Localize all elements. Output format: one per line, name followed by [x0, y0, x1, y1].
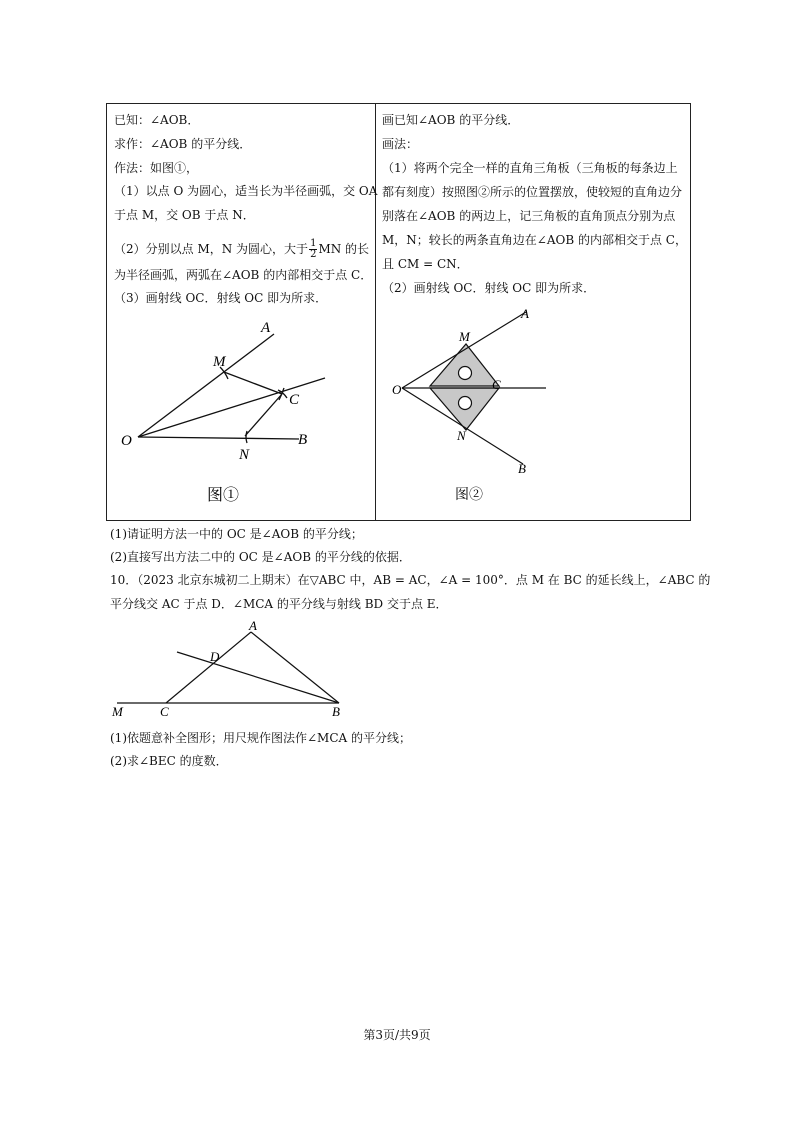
step2a-line — [114, 239, 369, 260]
fig1-label-n: N — [239, 447, 250, 463]
step1a-text: （1）以点 O 为圆心，适当长为半径画弧，交 OA — [114, 184, 378, 198]
fig2-label-a: A — [521, 306, 529, 321]
step2a-post: MN 的长 — [318, 242, 370, 256]
step3-text: （3）画射线 OC．射线 OC 即为所求． — [114, 291, 328, 305]
fig3-label-c: C — [160, 704, 169, 719]
fraction-half — [309, 239, 317, 260]
method-one-cell — [107, 104, 378, 520]
step2a-pre: （2）分别以点 M，N 为圆心，大于 — [114, 242, 309, 256]
fig1-label-m: M — [213, 354, 226, 370]
fig2-caption: 图② — [455, 488, 483, 503]
method-two-cell — [376, 104, 690, 520]
fig3-side-ab — [251, 632, 339, 703]
board-hole-bottom — [459, 397, 472, 410]
fig1-label-b: B — [298, 432, 308, 448]
fig3-side-ca — [166, 632, 251, 703]
frac-num: 1 — [310, 238, 317, 249]
page-footer: 第3页/共9页 — [363, 1028, 431, 1042]
right-step1e: 且 CM = CN． — [382, 257, 469, 271]
step2b-text: 为半径画弧，两弧在∠AOB 的内部相交于点 C． — [114, 268, 373, 282]
figure-one — [107, 314, 375, 514]
fig3-label-b: B — [332, 704, 340, 719]
fig1-label-o: O — [121, 433, 132, 449]
fig1-label-c: C — [289, 392, 300, 408]
fig2-label-b: B — [518, 461, 526, 476]
fig2-label-n: N — [457, 428, 466, 443]
fig2-label-m: M — [459, 329, 470, 344]
fig3-label-a: A — [249, 618, 257, 633]
fig2-label-c: C — [492, 377, 501, 392]
figure-two — [376, 304, 690, 516]
given-text: 已知：∠AOB． — [114, 113, 200, 127]
fig1-label-a: A — [261, 320, 271, 336]
problem-table — [106, 103, 691, 521]
arc-n — [246, 431, 247, 443]
right-step2: （2）画射线 OC．射线 OC 即为所求． — [382, 281, 596, 295]
right-title: 画已知∠AOB 的平分线． — [382, 113, 520, 127]
q10-line1: 10．（2023 北京东城初二上期末）在▽ABC 中，AB = AC，∠A = 100°．点 M 在 BC 的延长线上，∠ABC 的 — [110, 573, 711, 587]
find-text: 求作：∠AOB 的平分线． — [114, 137, 252, 151]
ray-oa — [138, 334, 274, 437]
ray-ob — [138, 437, 299, 439]
right-method: 画法： — [382, 137, 419, 151]
segment-nc — [245, 394, 282, 436]
segment-mc — [224, 372, 282, 394]
q10-part2: (2)求∠BEC 的度数． — [110, 754, 228, 768]
fig1-caption: 图① — [207, 487, 240, 504]
fig3-bisector-bd — [177, 652, 339, 703]
figure-three — [105, 615, 355, 720]
right-step1a: （1）将两个完全一样的直角三角板（三角板的每条边上 — [382, 161, 678, 175]
q10-part1: (1)依题意补全图形；用尺规作图法作∠MCA 的平分线； — [110, 731, 412, 745]
q10-line2: 平分线交 AC 于点 D．∠MCA 的平分线与射线 BD 交于点 E． — [110, 597, 448, 611]
fig3-label-m: M — [112, 704, 123, 719]
frac-den: 2 — [310, 249, 317, 260]
fig2-label-o: O — [392, 382, 402, 397]
board-hole-top — [459, 367, 472, 380]
right-step1b: 都有刻度）按照图②所示的位置摆放，使较短的直角边分 — [382, 185, 683, 199]
right-step1d: M，N；较长的两条直角边在∠AOB 的内部相交于点 C， — [382, 233, 687, 247]
fig3-label-d: D — [210, 649, 220, 664]
method-text: 作法：如图①， — [114, 161, 199, 175]
step1b-text: 于点 M，交 OB 于点 N． — [114, 208, 255, 222]
q9-part1: (1)请证明方法一中的 OC 是∠AOB 的平分线； — [110, 527, 363, 541]
right-step1c: 别落在∠AOB 的两边上，记三角板的直角顶点分别为点 — [382, 209, 676, 223]
q9-part2: (2)直接写出方法二中的 OC 是∠AOB 的平分线的依据． — [110, 550, 411, 564]
